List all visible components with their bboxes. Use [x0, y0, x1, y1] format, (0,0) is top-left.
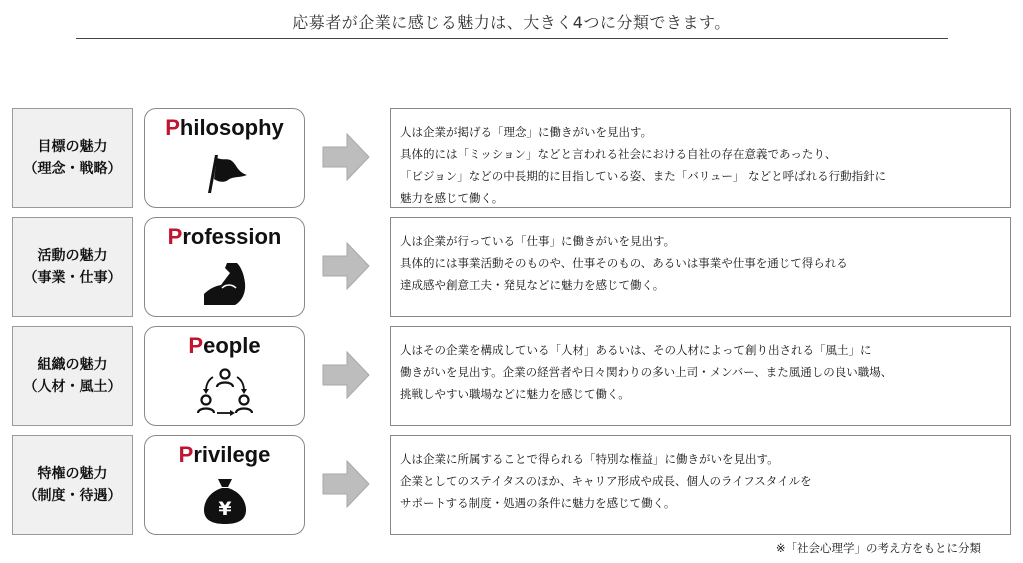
- description-box: [390, 326, 1011, 426]
- description-box: [390, 217, 1011, 317]
- keyword-card: [144, 217, 305, 317]
- title-divider: [76, 38, 948, 39]
- description-line: 具体的には「ミッション」などと言われる社会における自社の存在意義であったり、: [400, 147, 837, 161]
- category-name: 組織の魅力: [37, 357, 108, 373]
- keyword-rest: hilosophy: [179, 115, 284, 140]
- flag-icon: [195, 149, 255, 199]
- description-line: 達成感や創意工夫・発見などに魅力を感じて働く。: [400, 278, 665, 292]
- description-line: 人は企業が行っている「仕事」に働きがいを見出す。: [400, 234, 676, 248]
- category-sub: （人材・風土）: [23, 379, 122, 395]
- page-title: 応募者が企業に感じる魅力は、大きく4つに分類できます。: [292, 13, 731, 32]
- row-profession: [12, 217, 1011, 317]
- category-label: [12, 435, 133, 535]
- right-arrow-icon: [321, 241, 371, 291]
- right-arrow-icon: [321, 459, 371, 509]
- keyword-card: [144, 326, 305, 426]
- keyword-rest: rofession: [182, 224, 282, 249]
- description-line: サポートする制度・処遇の条件に魅力を感じて働く。: [400, 496, 676, 510]
- keyword-rest: eople: [203, 333, 261, 358]
- description-line: 人は企業が掲げる「理念」に働きがいを見出す。: [400, 125, 653, 139]
- keyword: [145, 333, 304, 359]
- category-sub: （事業・仕事）: [23, 270, 122, 286]
- category-sub: （制度・待遇）: [23, 488, 122, 504]
- description-line: 具体的には事業活動そのものや、仕事そのもの、あるいは事業や仕事を通じて得られる: [400, 256, 848, 270]
- row-privilege: [12, 435, 1011, 535]
- svg-text:¥: ¥: [217, 498, 232, 520]
- flexed-arm-icon: [195, 258, 255, 308]
- people-cycle-icon: [195, 367, 255, 417]
- description-line: 人はその企業を構成している「人材」あるいは、その人材によって創り出される「風土」に: [400, 343, 872, 357]
- money-bag-icon: [195, 476, 255, 526]
- keyword-initial: P: [165, 115, 180, 140]
- keyword: [145, 442, 304, 468]
- keyword-card: [144, 435, 305, 535]
- description-line: 魅力を感じて働く。: [400, 191, 504, 205]
- keyword-rest: rivilege: [193, 442, 271, 467]
- keyword: [145, 115, 304, 141]
- right-arrow-icon: [321, 350, 371, 400]
- description-line: 企業としてのステイタスのほか、キャリア形成や成長、個人のライフスタイルを: [400, 474, 812, 488]
- description-line: 働きがいを見出す。企業の経営者や日々関わりの多い上司・メンバー、また風通しの良い職場、: [400, 365, 893, 379]
- category-label: [12, 108, 133, 208]
- description-box: [390, 108, 1011, 208]
- category-name: 活動の魅力: [37, 248, 108, 264]
- description-line: 挑戦しやすい職場などに魅力を感じて働く。: [400, 387, 630, 401]
- category-sub: （理念・戦略）: [23, 161, 122, 177]
- description-line: 人は企業に所属することで得られる「特別な権益」に働きがいを見出す。: [400, 452, 779, 466]
- row-people: [12, 326, 1011, 426]
- keyword-initial: P: [188, 333, 204, 358]
- description-line: 「ビジョン」などの中長期的に目指している姿、また「バリュー」 などと呼ばれる行動指針に: [400, 169, 887, 183]
- category-name: 特権の魅力: [37, 466, 108, 482]
- category-label: [12, 326, 133, 426]
- keyword-initial: P: [167, 224, 183, 249]
- row-philosophy: [12, 108, 1011, 208]
- right-arrow-icon: [321, 132, 371, 182]
- category-label: [12, 217, 133, 317]
- keyword-initial: P: [178, 442, 194, 467]
- description-box: [390, 435, 1011, 535]
- keyword: [145, 224, 304, 250]
- keyword-card: [144, 108, 305, 208]
- footnote: ※「社会心理学」の考え方をもとに分類: [775, 541, 981, 555]
- category-name: 目標の魅力: [37, 139, 108, 155]
